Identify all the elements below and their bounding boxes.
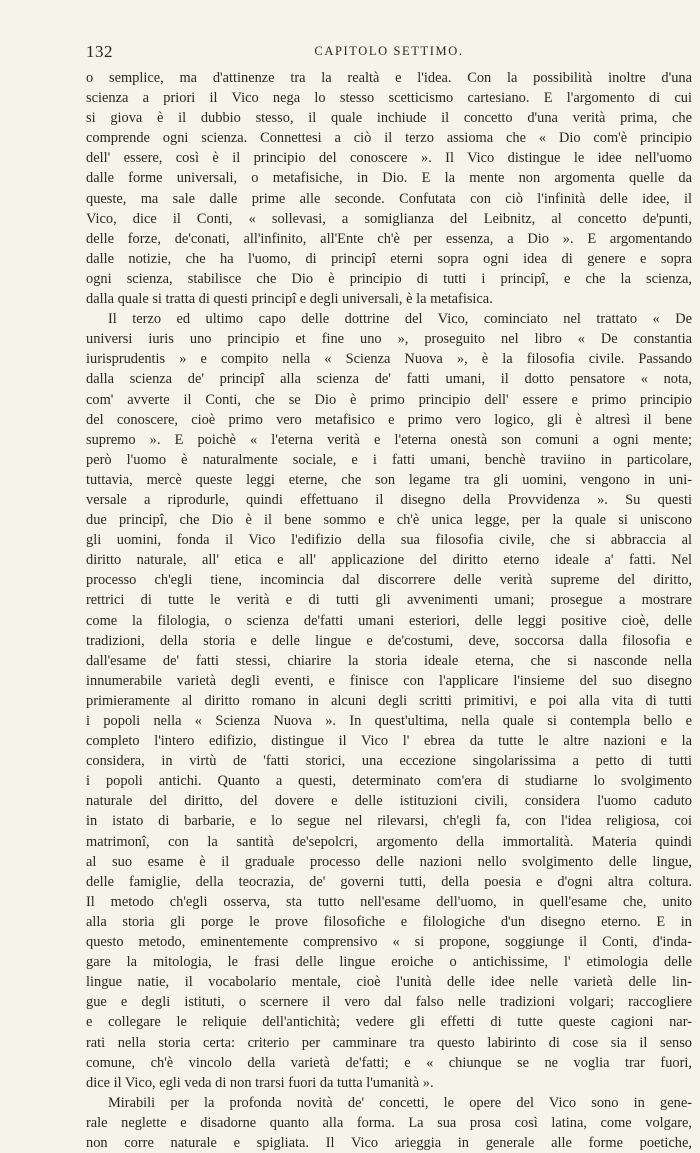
text-line: i popoli nella « Scienza Nuova ». In quest'ultima, nella quale si contempla bello e (86, 713, 692, 729)
running-head: CAPITOLO SETTIMO. (314, 44, 464, 58)
text-line: comprende ogni scienza. Connettesi a ciò il terzo assioma che « Dio com'è principio (86, 130, 692, 147)
text-line: delle forze, de'conati, all'infinito, all'Ente ch'è per essenza, a Dio ». E argomentando (86, 230, 692, 247)
text-line: dalla scienza de' principî alla scienza de' fatti umani, il dotto pensatore « nota, (86, 371, 692, 388)
text-line: processo ch'egli tiene, incomincia dal discorrere delle verità supreme del diritto, (86, 572, 692, 589)
text-line: matrimonî, con la santità de'sepolcri, argomento della immortalità. Materia quindi (86, 833, 692, 850)
text-line: del conoscere, cioè primo vero metafisico e primo vero logico, gli è altresì il bene (86, 411, 692, 428)
text-line: rettrici di tutte le verità e di tutti gli avvenimenti umani; prosegue a mostrare (86, 592, 692, 609)
text-line: questo metodo, eminentemente comprensivo « si propone, soggiunge il Conti, d'inda- (86, 934, 692, 951)
text-line: gue e degli istituti, o scernere il vero dal falso nelle tradizioni volgari; raccogliere (86, 994, 692, 1011)
text-line: primieramente al diritto romano in alcuni degli scritti primitivi, e poi alla vita di tutti (86, 692, 692, 709)
text-line: dell' essere, così è il principio del conoscere ». Il Vico distingue le idee nell'uomo (86, 150, 692, 167)
text-line: tuttavia, mercè queste leggi eterne, che son legame tra gli uomini, vengono in uni- (86, 471, 692, 488)
text-line: queste, ma sale dalle prime alle seconde. Confutata con ciò l'infinità delle idee, il (86, 190, 692, 207)
text-line: delle famiglie, della teocrazia, de' governi tutti, della poesia e d'ogni altra coltura. (86, 873, 692, 890)
text-line: due principî, che Dio è il bene sommo e ch'è unica legge, per la quale si uniscono (86, 512, 692, 529)
text-line: rale neglette e disadorne quanto alla forma. La sua prosa così latina, come volgare, (86, 1114, 692, 1131)
text-line: diritto naturale, all' etica e all' applicazione del diritto eterno ideale a' fatti. Nel (86, 552, 692, 569)
text-line: ogni scienza, stabilisce che Dio è principio di tutti i principî, e che la scienza, (86, 270, 692, 287)
text-line: in istato di barbarie, e lo segue nel rilevarsi, ch'egli fa, con l'idea religiosa, coi (86, 813, 692, 830)
text-line: dice il Vico, egli veda di non trarsi fuori da tutta l'umanità ». (86, 1074, 434, 1091)
text-line: si giova è il dubbio stesso, il quale inchiude il concetto d'una verità prima, che (86, 110, 692, 127)
page-header (86, 42, 692, 64)
text-line: o semplice, ma d'attinenze tra la realtà e l'idea. Con la possibilità inoltre d'una (86, 70, 692, 86)
text-line: però l'uomo è naturalmente sociale, e i fatti umani, benchè traviino in particolare, (86, 451, 692, 468)
text-line: supremo ». E poichè « l'eterna verità e l'eterna onestà son comuni a ogni mente; (86, 431, 692, 448)
text-line: Il terzo ed ultimo capo delle dottrine del Vico, cominciato nel trattato « De (108, 311, 692, 328)
text-line: Vico, dice il Conti, « sollevasi, a somiglianza del Leibnitz, al concetto de'punti, (86, 210, 692, 227)
text-line: al suo esame è il graduale processo delle nazioni nello svolgimento delle lingue, (86, 853, 692, 870)
text-line: gare la mitologia, le frasi delle lingue eroiche o antichissime, l' etimologia delle (86, 954, 692, 971)
text-line: iurisprudentis » e compito nella « Scienza Nuova », è la filosofia civile. Passando (86, 351, 692, 368)
text-line: completo l'intero edifizio, distingue il Vico l' ebrea da tutte le altre nazioni e la (86, 733, 692, 750)
body-text (86, 68, 692, 1153)
text-line: dall'esame de' fatti stessi, chiarire la storia ideale eterna, che si nasconde nella (86, 652, 692, 669)
text-line: Il metodo ch'egli osserva, sta tutto nell'esame dell'uomo, in quell'esame che, unito (86, 893, 692, 910)
text-line: comune, ch'è vincolo della varietà de'fatti; e « chiunque se ne voglia trar fuori, (86, 1054, 692, 1071)
text-line: versale a riprodurle, quindi effettuano il disegno della Provvidenza ». Su questi (86, 491, 692, 508)
text-line: universi iuris uno principio et fine uno », proseguito nel libro « De constantia (86, 331, 692, 348)
text-line: e collegare le reliquie dell'antichità; vedere gli effetti di tutte queste cagioni nar- (86, 1014, 692, 1031)
text-line: non corre naturale e spigliata. Il Vico arieggia in generale alle forme poetiche, (86, 1134, 692, 1151)
text-line: considera, in virtù de 'fatti storici, una eccezione singolarissima a petto di tutti (86, 753, 692, 770)
text-line: i popoli antichi. Quanto a questi, determinato com'era di studiarne lo svolgimento (86, 773, 692, 790)
text-line: gli uomini, fonda il Vico l'edifizio della sua filosofia civile, che si abbraccia al (86, 532, 692, 549)
text-line: alla storia gli porge le prove filosofiche e filologiche d'un disegno eterno. E in (86, 913, 692, 930)
text-line: Mirabili per la profonda novità de' concetti, le opere del Vico sono in gene- (108, 1094, 692, 1111)
text-line: tradizioni, della storia e delle lingue e de'costumi, deve, soccorsa dalla filosofia e (86, 632, 692, 649)
text-line: lingue natie, il vocabolario mentale, cioè l'unità delle idee nelle varietà delle lin- (86, 974, 692, 991)
text-line: dalle notizie, che ha l'uomo, di principî eterni sopra ogni idea di genere e sopra (86, 250, 692, 267)
text-line: come la filologia, o scienza de'fatti umani esteriori, delle leggi positive cioè, delle (86, 612, 692, 629)
text-line: rati nella storia certa: criterio per camminare tra questo labirinto di cose sia il senso (86, 1034, 692, 1051)
text-line: com' avverte il Conti, che se Dio è primo principio dell' essere e primo principio (86, 391, 692, 408)
text-line: naturale del diritto, del dovere e delle istituzioni civili, considera l'uomo caduto (86, 793, 692, 810)
text-line: scienza a priori il Vico nega lo stesso scetticismo cartesiano. E l'argomento di cui (86, 90, 692, 107)
text-line: dalla quale si tratta di questi principî e degli universali, è la metafisica. (86, 291, 493, 308)
page-number: 132 (86, 42, 113, 61)
text-line: innumerabile varietà degli eventi, e finisce con l'applicare l'insieme del suo disegno (86, 672, 692, 689)
text-line: dalle forme universali, o metafisiche, in Dio. E la mente non argomenta quelle da (86, 170, 692, 187)
